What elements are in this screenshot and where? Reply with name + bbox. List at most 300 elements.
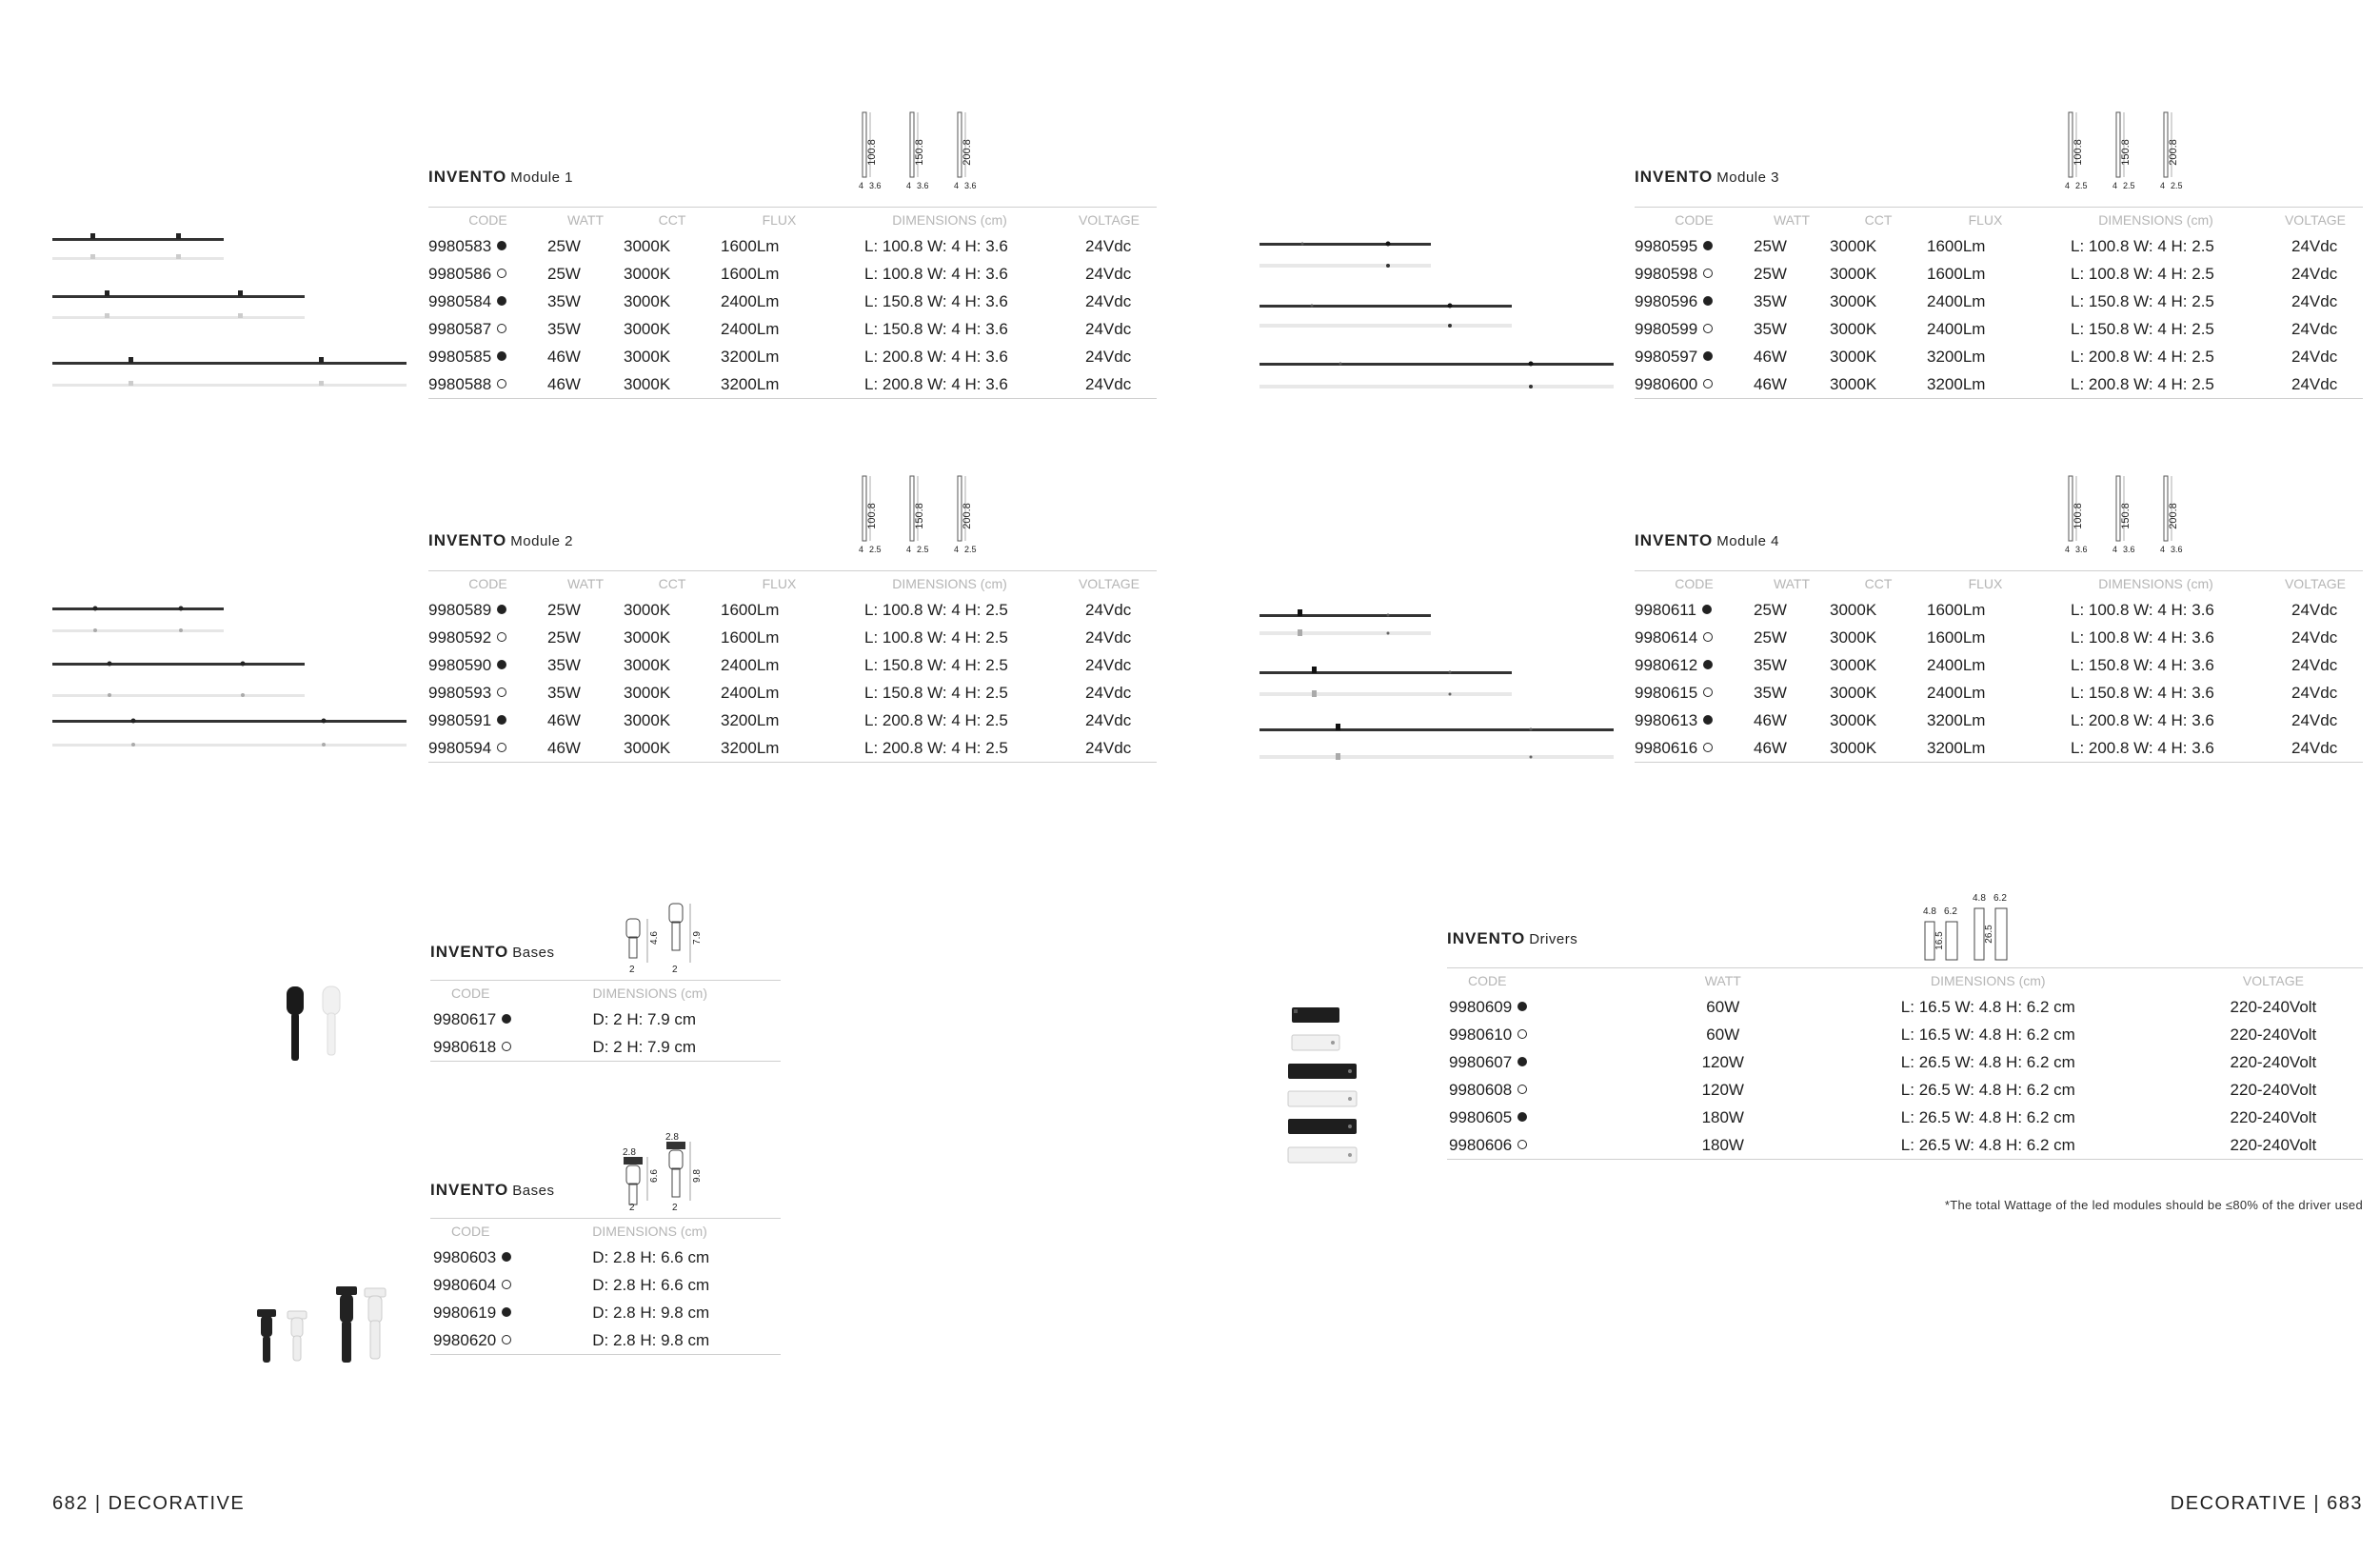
dimension-diagram-icon [2112, 468, 2141, 554]
dimension-length-label: 150.8 [2120, 139, 2132, 166]
dimensions-cell: L: 200.8 W: 4 H: 2.5 [838, 734, 1061, 763]
product-code: 9980596 [1635, 291, 1698, 310]
base-dimension-icon [619, 900, 666, 976]
base-diameter-label: 2 [672, 965, 678, 975]
watt-cell: 60W [1706, 1025, 1740, 1044]
product-code: 9980597 [1635, 347, 1698, 366]
driver-height-label: 6.2 [1993, 893, 2007, 904]
code-cell [428, 707, 547, 734]
dimensions-cell: L: 26.5 W: 4.8 H: 6.2 cm [1900, 1052, 2075, 1071]
dimensions-cell: L: 16.5 W: 4.8 H: 6.2 cm [1900, 997, 2075, 1016]
table-row [1635, 288, 2363, 315]
base-diameter-label: 2 [629, 965, 635, 975]
table-row [428, 315, 1157, 343]
dimensions-cell: L: 26.5 W: 4.8 H: 6.2 cm [1900, 1080, 2075, 1099]
code-cell [428, 232, 547, 260]
column-header: DIMENSIONS (cm) [2044, 208, 2268, 233]
drivers-note: *The total Wattage of the led modules should be ≤80% of the driver used [1944, 1198, 2363, 1212]
white-finish-icon [497, 743, 506, 752]
dimension-length-label: 200.8 [2168, 503, 2179, 529]
cct-cell: 3000K [1830, 600, 1877, 619]
flux-cell: 2400Lm [1927, 319, 1986, 338]
cct-cell: 3000K [624, 347, 671, 366]
dimension-height-label: 2.5 [2075, 181, 2088, 190]
column-header: CCT [1830, 571, 1927, 597]
product-code: 9980592 [428, 627, 492, 647]
base-diameter-label: 2 [672, 1203, 678, 1213]
voltage-cell: 24Vdc [2268, 734, 2363, 763]
voltage-cell: 24Vdc [1085, 291, 1132, 310]
table-row [1635, 707, 2363, 734]
brand-name: INVENTO [430, 943, 509, 961]
code-cell [430, 1033, 592, 1062]
dimension-width-label: 4 [2112, 545, 2118, 554]
cct-cell: 3000K [1830, 264, 1877, 283]
section-title [1635, 531, 1779, 550]
column-header: FLUX [1927, 208, 2044, 233]
white-finish-icon [497, 324, 506, 333]
spec-table [430, 1218, 781, 1355]
dimensions-cell: L: 200.8 W: 4 H: 3.6 [864, 347, 1008, 366]
column-header: DIMENSIONS (cm) [838, 208, 1061, 233]
dimension-height-label: 2.5 [917, 545, 929, 554]
dimension-height-label: 3.6 [964, 181, 977, 190]
product-code: 9980599 [1635, 319, 1698, 338]
dimension-diagrams [2065, 468, 2208, 556]
dimensions-cell: L: 100.8 W: 4 H: 2.5 [2071, 264, 2214, 283]
dimension-height-label: 2.5 [2123, 181, 2135, 190]
dimensions-cell: L: 200.8 W: 4 H: 2.5 [864, 710, 1008, 729]
dimension-width-label: 4 [906, 545, 912, 554]
base-height-label: 7.9 [692, 931, 703, 945]
column-header: VOLTAGE [1061, 571, 1157, 597]
product-code: 9980615 [1635, 683, 1698, 702]
product-code: 9980604 [433, 1275, 497, 1294]
watt-cell: 46W [547, 347, 581, 366]
dimensions-cell: D: 2.8 H: 9.8 cm [592, 1303, 710, 1322]
driver-dimension-icon [1923, 895, 1971, 966]
brand-name: INVENTO [1635, 168, 1714, 186]
table-row [1635, 232, 2363, 260]
table-row [428, 707, 1157, 734]
cct-cell: 3000K [1830, 347, 1877, 366]
table-row [1447, 1021, 2363, 1048]
product-code: 9980620 [433, 1330, 497, 1349]
dimension-diagram-icon [906, 105, 935, 190]
dimension-diagram-icon [954, 468, 982, 554]
dimensions-cell: L: 100.8 W: 4 H: 3.6 [2071, 627, 2214, 647]
code-cell [430, 1005, 592, 1033]
dimension-diagrams [859, 468, 1002, 556]
spec-table [428, 570, 1157, 763]
flux-cell: 3200Lm [1927, 710, 1986, 729]
base-dimension-icon [662, 900, 709, 976]
product-code: 9980588 [428, 374, 492, 393]
spec-table [1635, 570, 2363, 763]
column-header: WATT [1654, 968, 1793, 994]
dimensions-cell: L: 200.8 W: 4 H: 2.5 [2071, 347, 2214, 366]
flux-cell: 1600Lm [721, 627, 780, 647]
product-code: 9980605 [1449, 1107, 1513, 1126]
dimension-height-label: 2.5 [2171, 181, 2183, 190]
product-code: 9980614 [1635, 627, 1698, 647]
dimension-height-label: 3.6 [2123, 545, 2135, 554]
product-code: 9980594 [428, 738, 492, 757]
column-header: DIMENSIONS (cm) [592, 1219, 781, 1244]
dimension-width-label: 4 [906, 181, 912, 190]
dimensions-cell: L: 100.8 W: 4 H: 2.5 [864, 600, 1008, 619]
watt-cell: 46W [1754, 734, 1830, 763]
flux-cell: 3200Lm [1927, 370, 2044, 399]
column-header: WATT [1754, 208, 1830, 233]
cct-cell: 3000K [1830, 370, 1927, 399]
dimensions-cell: L: 200.8 W: 4 H: 3.6 [2071, 710, 2214, 729]
black-finish-icon [1703, 351, 1713, 361]
column-header: CODE [1635, 571, 1754, 597]
flux-cell: 1600Lm [1927, 236, 1986, 255]
voltage-cell: 24Vdc [2291, 319, 2338, 338]
product-code: 9980587 [428, 319, 492, 338]
watt-cell: 25W [547, 264, 581, 283]
cct-cell: 3000K [1830, 655, 1877, 674]
dimension-diagram-icon [906, 468, 935, 554]
table-row [428, 232, 1157, 260]
code-cell [430, 1271, 592, 1299]
product-code: 9980586 [428, 264, 492, 283]
watt-cell: 180W [1701, 1107, 1744, 1126]
cct-cell: 3000K [624, 370, 721, 399]
voltage-cell: 24Vdc [1085, 600, 1132, 619]
black-finish-icon [1517, 1057, 1527, 1066]
column-header: DIMENSIONS (cm) [1793, 968, 2184, 994]
base-height-label: 4.6 [649, 931, 660, 945]
dimensions-cell: L: 150.8 W: 4 H: 2.5 [864, 655, 1008, 674]
code-cell [1447, 1076, 1654, 1104]
product-name: Drivers [1529, 931, 1578, 947]
flux-cell: 3200Lm [721, 370, 838, 399]
code-cell [1635, 260, 1754, 288]
dimension-length-label: 100.8 [866, 503, 878, 529]
product-code: 9980584 [428, 291, 492, 310]
table-row [428, 734, 1157, 763]
voltage-cell: 24Vdc [1085, 683, 1132, 702]
column-header: FLUX [721, 571, 838, 597]
dimension-height-label: 3.6 [869, 181, 882, 190]
table-row [430, 1326, 781, 1355]
column-header: DIMENSIONS (cm) [2044, 571, 2268, 597]
table-row [428, 679, 1157, 707]
voltage-cell: 220-240Volt [2230, 1107, 2317, 1126]
code-cell [1447, 1048, 1654, 1076]
module-1-illustration [48, 229, 409, 400]
dimension-diagram-icon [2160, 468, 2189, 554]
table-row [428, 343, 1157, 370]
watt-cell: 35W [1754, 683, 1787, 702]
table-row [430, 1033, 781, 1062]
watt-cell: 35W [547, 319, 581, 338]
dimensions-cell: L: 200.8 W: 4 H: 3.6 [838, 370, 1061, 399]
dimension-height-label: 3.6 [917, 181, 929, 190]
black-finish-icon [1703, 715, 1713, 725]
white-finish-icon [497, 632, 506, 642]
cct-cell: 3000K [624, 655, 671, 674]
voltage-cell: 24Vdc [1061, 370, 1157, 399]
code-cell [1447, 1131, 1654, 1160]
code-cell [428, 343, 547, 370]
cct-cell: 3000K [1830, 734, 1927, 763]
voltage-cell: 24Vdc [2291, 347, 2338, 366]
base-top-label: 2.8 [665, 1132, 679, 1143]
base-dimension-icon [662, 1132, 709, 1214]
product-code: 9980612 [1635, 655, 1698, 674]
column-header: WATT [1754, 571, 1830, 597]
dimensions-cell: D: 2 H: 7.9 cm [592, 1033, 781, 1062]
driver-length-label: 16.5 [1934, 931, 1945, 950]
watt-cell: 35W [547, 291, 581, 310]
black-finish-icon [1702, 605, 1712, 614]
dimension-diagram-icon [859, 468, 887, 554]
voltage-cell: 24Vdc [2291, 655, 2338, 674]
cct-cell: 3000K [624, 683, 671, 702]
table-row [428, 370, 1157, 399]
table-row [1635, 370, 2363, 399]
cct-cell: 3000K [1830, 319, 1877, 338]
white-finish-icon [502, 1042, 511, 1051]
watt-cell: 25W [547, 236, 581, 255]
code-cell [1635, 596, 1754, 624]
voltage-cell: 24Vdc [1085, 347, 1132, 366]
cct-cell: 3000K [624, 291, 671, 310]
base-height-label: 6.6 [649, 1169, 660, 1183]
dimensions-cell: L: 100.8 W: 4 H: 2.5 [864, 627, 1008, 647]
column-header: VOLTAGE [2268, 571, 2363, 597]
table-row [1635, 679, 2363, 707]
dimension-length-label: 200.8 [2168, 139, 2179, 166]
flux-cell: 2400Lm [1927, 683, 1986, 702]
section-title [430, 943, 554, 962]
flux-cell: 3200Lm [1927, 734, 2044, 763]
voltage-cell: 24Vdc [2291, 600, 2338, 619]
watt-cell: 25W [1754, 600, 1787, 619]
table-row [428, 288, 1157, 315]
flux-cell: 2400Lm [721, 291, 780, 310]
cct-cell: 3000K [624, 734, 721, 763]
cct-cell: 3000K [624, 600, 671, 619]
code-cell [430, 1326, 592, 1355]
code-cell [1635, 232, 1754, 260]
voltage-cell: 24Vdc [2291, 683, 2338, 702]
dimension-height-label: 2.5 [964, 545, 977, 554]
base-top-label: 2.8 [623, 1147, 636, 1158]
dimension-length-label: 200.8 [962, 503, 973, 529]
table-row [1635, 260, 2363, 288]
dimensions-cell: L: 150.8 W: 4 H: 3.6 [864, 319, 1008, 338]
drivers-photo [1280, 1000, 1366, 1171]
column-header: CODE [1447, 968, 1654, 994]
brand-name: INVENTO [1447, 929, 1526, 947]
brand-name: INVENTO [428, 531, 507, 549]
flux-cell: 2400Lm [1927, 291, 1986, 310]
dimension-diagram-icon [859, 105, 887, 190]
code-cell [1635, 370, 1754, 399]
black-finish-icon [497, 351, 506, 361]
cct-cell: 3000K [1830, 291, 1877, 310]
dimensions-cell: L: 16.5 W: 4.8 H: 6.2 cm [1900, 1025, 2075, 1044]
white-finish-icon [1703, 324, 1713, 333]
section-title [428, 168, 573, 187]
flux-cell: 3200Lm [1927, 347, 1986, 366]
white-finish-icon [502, 1280, 511, 1289]
product-code: 9980611 [1635, 600, 1696, 619]
black-finish-icon [1703, 241, 1713, 250]
code-cell [1635, 343, 1754, 370]
dimensions-cell: L: 200.8 W: 4 H: 2.5 [2044, 370, 2268, 399]
cct-cell: 3000K [624, 710, 671, 729]
table-row [430, 1299, 781, 1326]
dimension-width-label: 4 [2065, 181, 2071, 190]
driver-width-label: 4.8 [1973, 893, 1986, 904]
column-header: CCT [624, 208, 721, 233]
code-cell [1635, 679, 1754, 707]
column-header: FLUX [1927, 571, 2044, 597]
driver-length-label: 26.5 [1984, 925, 1994, 944]
watt-cell: 120W [1701, 1080, 1744, 1099]
code-cell [1635, 734, 1754, 763]
dimension-length-label: 150.8 [2120, 503, 2132, 529]
product-code: 9980593 [428, 683, 492, 702]
product-code: 9980607 [1449, 1052, 1513, 1071]
module-2-illustration [48, 598, 409, 760]
white-finish-icon [502, 1335, 511, 1344]
voltage-cell: 220-240Volt [2230, 1052, 2317, 1071]
dimension-diagrams [1923, 895, 2028, 966]
dimension-width-label: 4 [859, 181, 864, 190]
flux-cell: 1600Lm [1927, 264, 1986, 283]
section-title [1447, 929, 1577, 948]
flux-cell: 3200Lm [721, 710, 780, 729]
dimensions-cell: D: 2 H: 7.9 cm [592, 1009, 697, 1028]
product-code: 9980619 [433, 1303, 497, 1322]
black-finish-icon [1517, 1112, 1527, 1122]
dimensions-cell: L: 200.8 W: 4 H: 3.6 [2044, 734, 2268, 763]
column-header: CCT [624, 571, 721, 597]
table-row [1635, 624, 2363, 651]
code-cell [1447, 1021, 1654, 1048]
table-row [1447, 1131, 2363, 1160]
dimension-length-label: 100.8 [2073, 503, 2084, 529]
dimensions-cell: D: 2.8 H: 6.6 cm [592, 1247, 710, 1266]
code-cell [1635, 315, 1754, 343]
watt-cell: 46W [547, 710, 581, 729]
flux-cell: 3200Lm [721, 347, 780, 366]
voltage-cell: 220-240Volt [2230, 997, 2317, 1016]
white-finish-icon [1703, 632, 1713, 642]
table-row [1635, 343, 2363, 370]
cct-cell: 3000K [1830, 710, 1877, 729]
white-finish-icon [1517, 1085, 1527, 1094]
column-header: CCT [1830, 208, 1927, 233]
product-code: 9980616 [1635, 738, 1698, 757]
code-cell [1447, 1104, 1654, 1131]
code-cell [1635, 624, 1754, 651]
product-code: 9980585 [428, 347, 492, 366]
table-row [1447, 1104, 2363, 1131]
product-code: 9980590 [428, 655, 492, 674]
white-finish-icon [1517, 1029, 1527, 1039]
footer-left-page: 682 | DECORATIVE [52, 1493, 246, 1514]
flux-cell: 3200Lm [721, 734, 838, 763]
code-cell [428, 596, 547, 624]
bases-2-photo [252, 1281, 395, 1371]
voltage-cell: 24Vdc [1085, 655, 1132, 674]
dimension-height-label: 2.5 [869, 545, 882, 554]
dimension-length-label: 150.8 [914, 503, 925, 529]
dimension-width-label: 4 [2065, 545, 2071, 554]
dimension-diagram-icon [2112, 105, 2141, 190]
dimensions-cell: L: 26.5 W: 4.8 H: 6.2 cm [1900, 1107, 2075, 1126]
dimension-diagrams [619, 900, 724, 978]
product-code: 9980598 [1635, 264, 1698, 283]
footer-right-page: DECORATIVE | 683 [2170, 1493, 2363, 1514]
voltage-cell: 24Vdc [2291, 710, 2338, 729]
voltage-cell: 24Vdc [2291, 264, 2338, 283]
watt-cell: 25W [1754, 236, 1787, 255]
code-cell [1635, 288, 1754, 315]
watt-cell: 46W [1754, 347, 1787, 366]
product-code: 9980618 [433, 1037, 497, 1056]
brand-name: INVENTO [1635, 531, 1714, 549]
spec-table [1635, 207, 2363, 399]
code-cell [1635, 651, 1754, 679]
column-header: VOLTAGE [1061, 208, 1157, 233]
cct-cell: 3000K [624, 627, 671, 647]
table-row [1635, 651, 2363, 679]
dimension-diagram-icon [2065, 105, 2093, 190]
bases-1-photo [281, 981, 357, 1076]
dimensions-cell: L: 150.8 W: 4 H: 3.6 [2071, 655, 2214, 674]
table-row [428, 596, 1157, 624]
code-cell [1635, 707, 1754, 734]
dimension-diagram-icon [2160, 105, 2189, 190]
dimensions-cell: L: 150.8 W: 4 H: 2.5 [864, 683, 1008, 702]
product-code: 9980608 [1449, 1080, 1513, 1099]
column-header: WATT [547, 208, 624, 233]
white-finish-icon [1703, 743, 1713, 752]
table-row [1635, 734, 2363, 763]
cct-cell: 3000K [1830, 236, 1877, 255]
product-code: 9980609 [1449, 997, 1513, 1016]
brand-name: INVENTO [428, 168, 507, 186]
base-dimension-icon [619, 1138, 666, 1214]
watt-cell: 25W [547, 627, 581, 647]
flux-cell: 1600Lm [1927, 600, 1986, 619]
column-header: CODE [430, 981, 592, 1006]
table-row [428, 624, 1157, 651]
watt-cell: 25W [547, 600, 581, 619]
table-row [428, 651, 1157, 679]
dimension-width-label: 4 [954, 545, 960, 554]
white-finish-icon [1703, 379, 1713, 388]
product-code: 9980591 [428, 710, 492, 729]
table-row [430, 1271, 781, 1299]
voltage-cell: 24Vdc [1085, 627, 1132, 647]
table-row [430, 1005, 781, 1033]
dimension-width-label: 4 [954, 181, 960, 190]
dimension-length-label: 200.8 [962, 139, 973, 166]
module-3-illustration [1255, 233, 1616, 395]
table-row [1635, 596, 2363, 624]
watt-cell: 35W [547, 655, 581, 674]
